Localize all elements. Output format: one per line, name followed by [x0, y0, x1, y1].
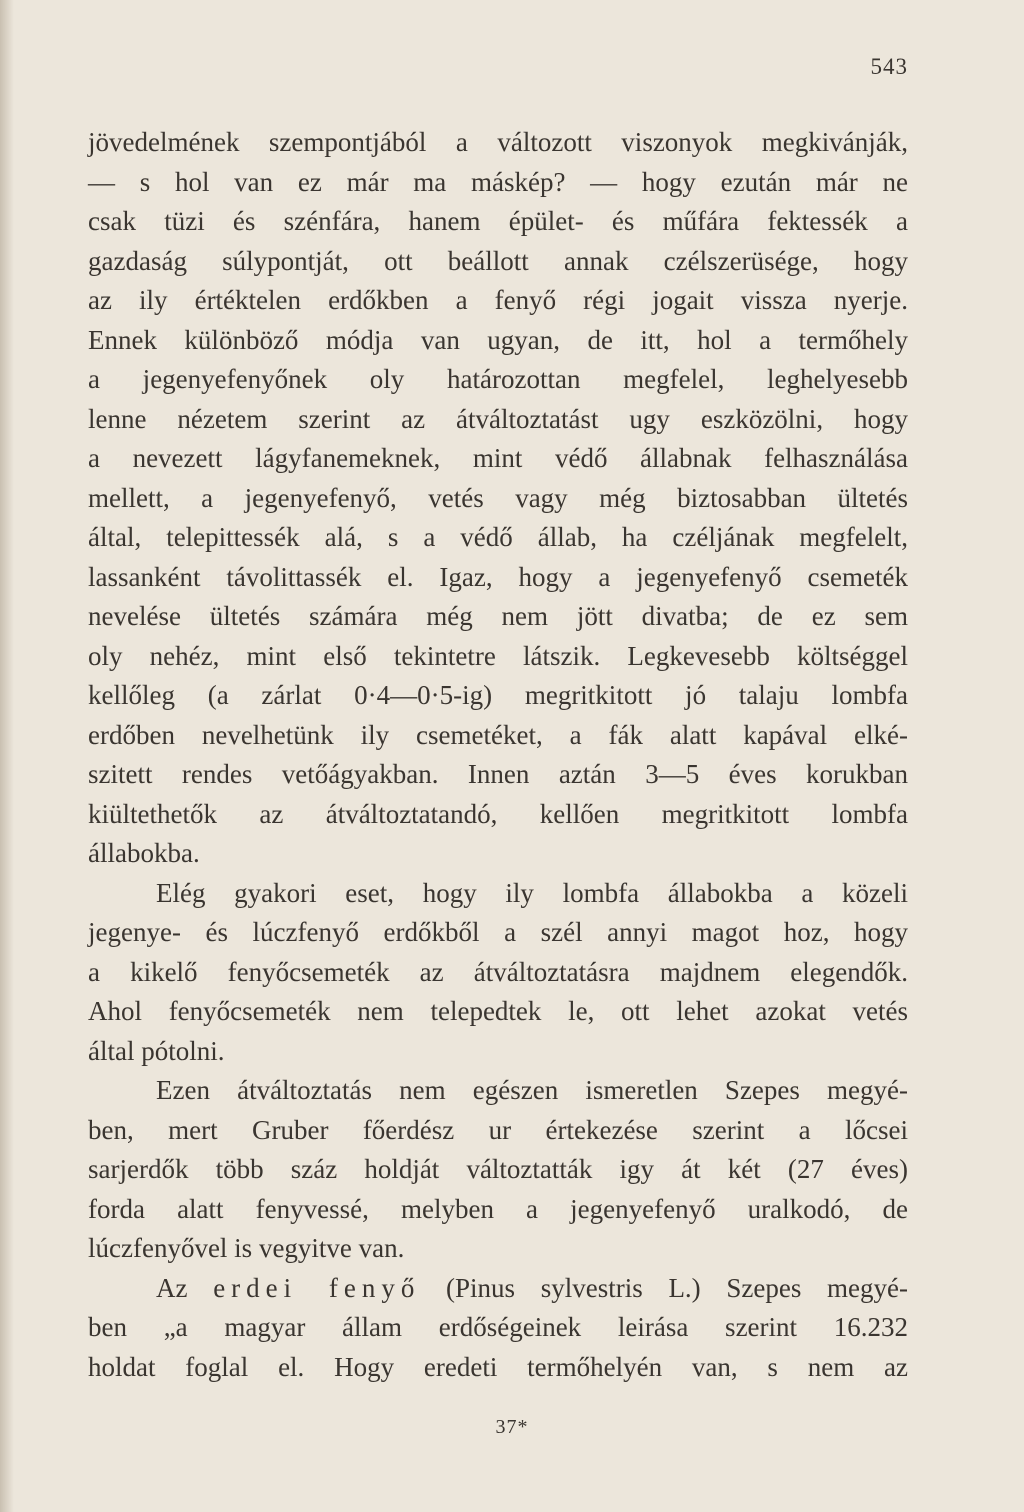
- text-line: lenne nézetem szerint az átváltoztatást ugy eszközölni, hogy: [88, 403, 908, 434]
- text-line: állabokba.: [88, 838, 200, 868]
- spaced-emphasis: erdei fenyő: [213, 1272, 421, 1303]
- text-line: mellett, a jegenyefenyő, vetés vagy még biztosabban ültetés: [88, 482, 908, 513]
- text-line: oly nehéz, mint első tekintetre látszik. Legkevesebb költséggel: [88, 640, 908, 671]
- text-line: forda alatt fenyvessé, melyben a jegenyefenyő uralkodó, de: [88, 1193, 908, 1224]
- text-line: nevelése ültetés számára még nem jött divatba; de ez sem: [88, 601, 908, 631]
- text-line: lúczfenyővel is vegyitve van.: [88, 1233, 405, 1263]
- text-line-with-emphasis: [88, 1269, 908, 1309]
- text-line: lassanként távolittassék el. Igaz, hogy a jegenyefenyő csemeték: [88, 561, 908, 592]
- text-line: az ily értéktelen erdőkben a fenyő régi jogait vissza nyerje.: [88, 285, 908, 315]
- text-line: Ahol fenyőcsemeték nem telepedtek le, ott lehet azokat vetés: [88, 996, 908, 1026]
- paragraph-1: [88, 123, 908, 874]
- text-line: kiültethetők az átváltoztatandó, kellően megritkitott lombfa: [88, 798, 908, 829]
- text-line: ben, mert Gruber főerdész ur értekezése szerint a lőcsei: [88, 1114, 908, 1145]
- text-line: által pótolni.: [88, 1035, 225, 1066]
- text-line: ben „a magyar állam erdőségeinek leirása szerint 16.232: [88, 1312, 908, 1342]
- text-line: gazdaság súlypontját, ott beállott annak czélszerüsége, hogy: [88, 245, 908, 276]
- paragraph-3: [88, 1071, 908, 1269]
- paragraph-4: [88, 1269, 908, 1388]
- text-run: Az: [156, 1272, 214, 1303]
- text-line: jegenye- és lúczfenyő erdőkből a szél annyi magot hoz, hogy: [88, 917, 908, 947]
- text-line: jövedelmének szempontjából a változott viszonyok megkivánják,: [88, 127, 908, 157]
- printer-signature-mark: 37*: [495, 1416, 529, 1438]
- text-body: [88, 123, 908, 1387]
- text-line: a kikelő fenyőcsemeték az átváltoztatásra majdnem elegendők.: [88, 956, 908, 987]
- text-run: (Pinus sylvestris L.) Szepes megyé-: [420, 1272, 909, 1303]
- paragraph-2: [88, 874, 908, 1072]
- text-line: erdőben nevelhetünk ily csemetéket, a fák alatt kapával elké-: [88, 719, 908, 750]
- text-line: Elég gyakori eset, hogy ily lombfa állabokba a közeli: [156, 877, 908, 908]
- page-number: 543: [870, 54, 908, 79]
- text-line: holdat foglal el. Hogy eredeti termőhelyén van, s nem az: [88, 1351, 908, 1382]
- page-spine-shadow: [0, 0, 14, 1512]
- text-line: által, telepittessék alá, s a védő állab, ha czéljának megfelelt,: [88, 522, 908, 552]
- text-line: Ennek különböző módja van ugyan, de itt, hol a termőhely: [88, 324, 908, 355]
- text-line: a jegenyefenyőnek oly határozottan megfelel, leghelyesebb: [88, 364, 908, 394]
- text-line: — s hol van ez már ma máskép? — hogy ezután már ne: [88, 166, 908, 197]
- text-line: kellőleg (a zárlat 0·4—0·5-ig) megritkitott jó talaju lombfa: [88, 680, 908, 710]
- text-line: szitett rendes vetőágyakban. Innen aztán 3—5 éves korukban: [88, 759, 908, 789]
- text-line: Ezen átváltoztatás nem egészen ismeretlen Szepes megyé-: [156, 1075, 908, 1105]
- text-line: csak tüzi és szénfára, hanem épület- és műfára fektessék a: [88, 206, 908, 236]
- text-line: sarjerdők több száz holdját változtatták igy át két (27 éves): [88, 1154, 908, 1184]
- text-line: a nevezett lágyfanemeknek, mint védő állabnak felhasználása: [88, 443, 908, 473]
